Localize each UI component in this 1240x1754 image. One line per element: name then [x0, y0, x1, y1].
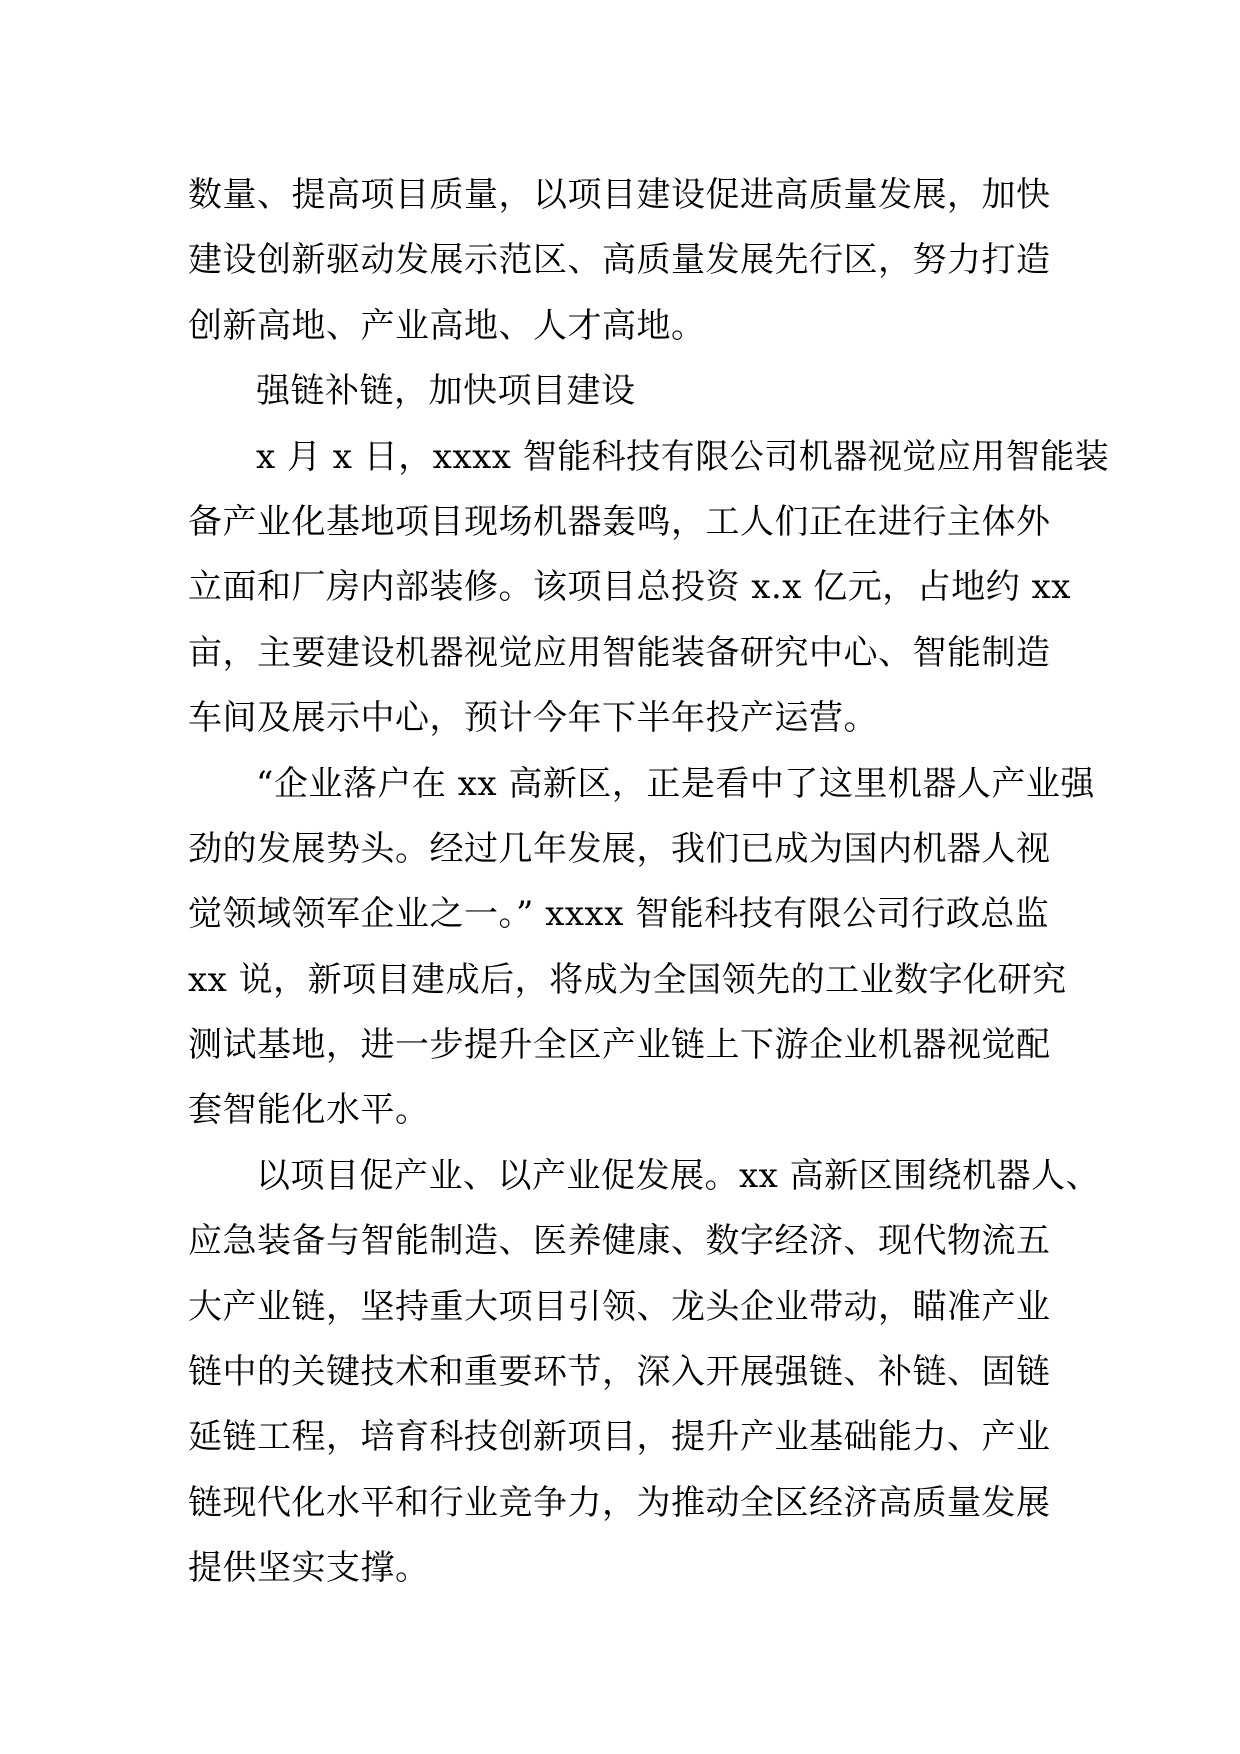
text-line: xx 说，新项目建成后，将成为全国领先的工业数字化研究: [188, 959, 1067, 1000]
text-line: 延链工程，培育科技创新项目，提升产业基础能力、产业: [188, 1417, 1051, 1458]
text-line: 数量、提高项目质量，以项目建设促进高质量发展，加快: [188, 175, 1051, 215]
paragraph-4: [188, 752, 1095, 1144]
text-line: 车间及展示中心，预计今年下半年投产运营。: [188, 698, 878, 739]
text-line: 套智能化水平。: [188, 1090, 430, 1131]
text-line: 亩，主要建设机器视觉应用智能装备研究中心、智能制造: [188, 632, 1051, 673]
text-line: 链中的关键技术和重要环节，深入开展强链、补链、固链: [188, 1352, 1051, 1393]
text-line: 觉领域领军企业之一。” xxxx 智能科技有限公司行政总监: [188, 894, 1050, 935]
text-line: 备产业化基地项目现场机器轰鸣，工人们正在进行主体外: [188, 501, 1051, 542]
text-line: 应急装备与智能制造、医养健康、数字经济、现代物流五: [188, 1221, 1051, 1262]
text-line: 强链补链，加快项目建设: [256, 371, 636, 412]
text-line: 提供坚实支撑。: [188, 1548, 430, 1589]
text-line: 创新高地、产业高地、人才高地。: [188, 305, 706, 346]
text-line: x 月 x 日，xxxx 智能科技有限公司机器视觉应用智能装: [256, 436, 1110, 477]
section-heading: [188, 359, 1058, 424]
text-line: 以项目促产业、以产业促发展。xx 高新区围绕机器人、: [256, 1155, 1101, 1196]
text-line: 劲的发展势头。经过几年发展，我们已成为国内机器人视: [188, 828, 1051, 869]
document-body: [188, 163, 1110, 1602]
text-line: 立面和厂房内部装修。该项目总投资 x.x 亿元，占地约 xx: [188, 567, 1071, 608]
text-line: “企业落户在 xx 高新区，正是看中了这里机器人产业强: [256, 763, 1095, 804]
paragraph-5: [188, 1144, 1101, 1602]
text-line: 链现代化水平和行业竞争力，为推动全区经济高质量发展: [188, 1482, 1051, 1523]
paragraph-1: [188, 163, 1058, 359]
paragraph-3: [188, 425, 1110, 752]
text-line: 建设创新驱动发展示范区、高质量发展先行区，努力打造: [188, 240, 1051, 281]
text-line: 大产业链，坚持重大项目引领、龙头企业带动，瞄准产业: [188, 1286, 1051, 1327]
text-line: 测试基地，进一步提升全区产业链上下游企业机器视觉配: [188, 1025, 1051, 1066]
